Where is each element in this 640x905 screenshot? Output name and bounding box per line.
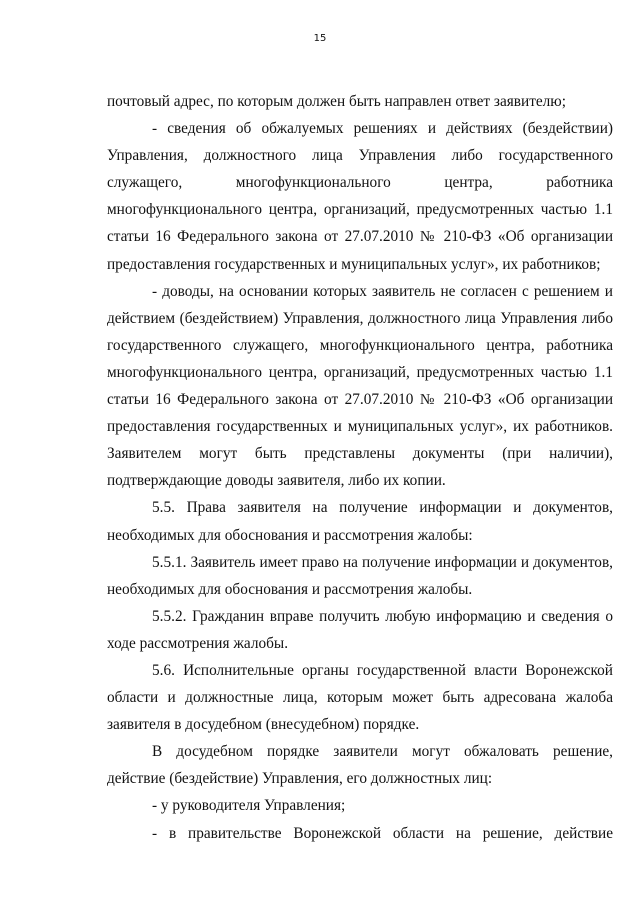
paragraph-pretrial-appeal: В досудебном порядке заявители могут обжаловать решение, действие (бездействие) Управления, его должностных лиц:: [107, 743, 613, 788]
paragraph-5-5: 5.5. Права заявителя на получение информации и документов, необходимых для обоснования и рассмотрения жалобы:: [107, 499, 613, 544]
page-number: 15: [313, 33, 327, 44]
paragraph-5-5-2: 5.5.2. Гражданин вправе получить любую информацию и сведения о ходе рассмотрения жалобы.: [107, 607, 613, 652]
paragraph-5-5-1: 5.5.1. Заявитель имеет право на получение информации и документов, необходимых для обоснования и рассмотрения жалобы.: [107, 553, 613, 598]
paragraph-5-6: 5.6. Исполнительные органы государственной власти Воронежской области и должностные лица, которым может быть адресована жалоба заявителя в досудебном (внесудебном) порядке.: [107, 661, 613, 734]
list-item-head-of-department: - у руководителя Управления;: [152, 797, 346, 815]
list-item-voronezh-government: - в правительстве Воронежской области на решение, действие: [152, 824, 613, 842]
document-body: [107, 88, 613, 847]
paragraph-arguments: - доводы, на основании которых заявитель не согласен с решением и действием (бездействием) Управления, должностного лица Управления либо государственного служащего, многофункционального центра, работника многофункционального центра, организаций, предусмотренных частью 1.1 статьи 16 Федерального закона от 27.07.2010 № 210-ФЗ «Об организации предоставления государственных и муниципальных услуг», их работников. Заявителем могут быть представлены документы (при наличии), подтверждающие доводы заявителя, либо их копии.: [107, 282, 613, 490]
paragraph-postal-address: почтовый адрес, по которым должен быть направлен ответ заявителю;: [107, 93, 566, 110]
paragraph-appealed-decisions: - сведения об обжалуемых решениях и действиях (бездействии) Управления, должностного лица Управления либо государственного служащего, многофункционального центра, работника многофункционального центра, организаций, предусмотренных частью 1.1 статьи 16 Федерального закона от 27.07.2010 № 210-ФЗ «Об организации предоставления государственных и муниципальных услуг», их работников;: [107, 120, 613, 273]
